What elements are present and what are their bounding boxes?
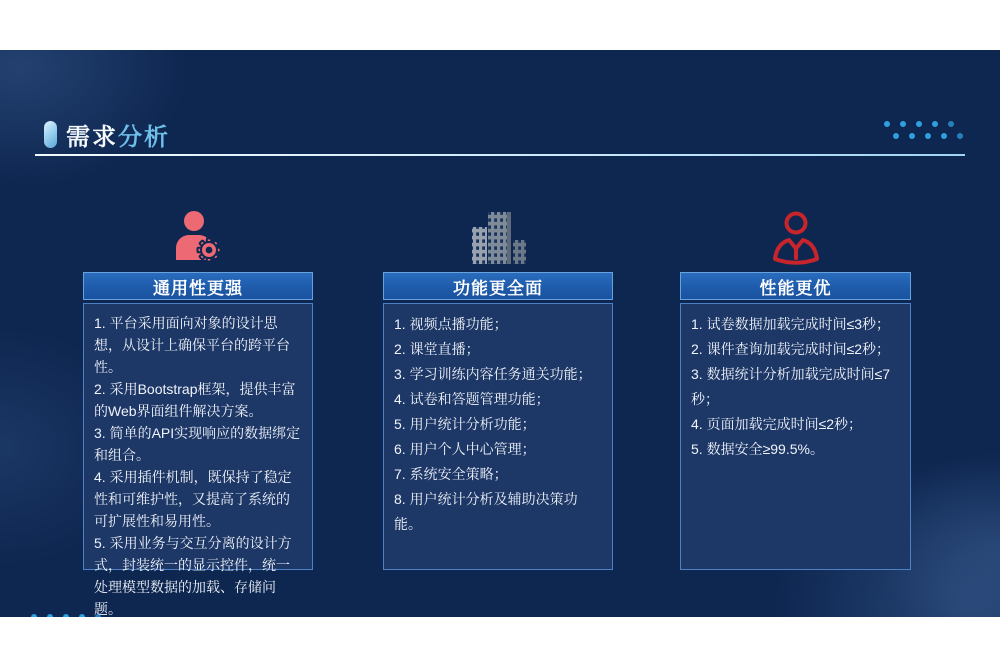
card-body xyxy=(383,303,613,570)
card-universality xyxy=(83,272,313,617)
card-item: 1. 平台采用面向对象的设计思想，从设计上确保平台的跨平台性。 xyxy=(94,315,290,375)
card-item-list xyxy=(394,312,602,537)
card-item: 4. 试卷和答题管理功能； xyxy=(394,391,550,407)
dot xyxy=(893,133,899,139)
title-underline xyxy=(35,154,965,156)
card-item: 5. 采用业务与交互分离的设计方式，封装统一的显示控件，统一处理模型数据的加载、存储问题。 xyxy=(94,535,292,617)
card-item: 3. 学习训练内容任务通关功能； xyxy=(394,366,592,382)
card-item: 6. 用户个人中心管理； xyxy=(394,441,536,457)
card-item-list xyxy=(691,312,900,462)
card-item: 7. 系统安全策略； xyxy=(394,466,508,482)
dot xyxy=(932,121,938,127)
person-gear-icon xyxy=(171,210,225,269)
title-capsule-icon xyxy=(44,121,57,148)
dot xyxy=(925,133,931,139)
person-outline-icon xyxy=(768,210,824,273)
dot xyxy=(79,614,85,617)
card-header: 功能更全面 xyxy=(383,272,613,300)
dot xyxy=(948,121,954,127)
dot-row xyxy=(893,133,963,139)
card-item-list xyxy=(94,312,302,617)
card-item: 4. 页面加载完成时间≤2秒； xyxy=(691,416,863,432)
page-title xyxy=(66,117,170,152)
card-body xyxy=(83,303,313,617)
card-body xyxy=(680,303,911,570)
dot xyxy=(31,614,37,617)
card-item: 3. 简单的API实现响应的数据绑定和组合。 xyxy=(94,425,301,463)
dot-row xyxy=(884,121,963,127)
card-item: 1. 视频点播功能； xyxy=(394,316,508,332)
page-title-primary: 需求 xyxy=(66,124,118,151)
card-item: 3. 数据统计分析加载完成时间≤7秒； xyxy=(691,366,891,407)
dot xyxy=(916,121,922,127)
card-item: 2. 采用Bootstrap框架，提供丰富的Web界面组件解决方案。 xyxy=(94,381,296,419)
dot-cluster-top-right xyxy=(884,121,963,139)
card-item: 5. 数据安全≥99.5%。 xyxy=(691,441,824,457)
dot xyxy=(63,614,69,617)
card-item: 2. 课件查询加载完成时间≤2秒； xyxy=(691,341,891,357)
dot xyxy=(957,133,963,139)
dot xyxy=(47,614,53,617)
card-item: 5. 用户统计分析功能； xyxy=(394,416,536,432)
card-item: 2. 课堂直播； xyxy=(394,341,480,357)
card-performance xyxy=(680,272,911,570)
card-header: 通用性更强 xyxy=(83,272,313,300)
dot xyxy=(909,133,915,139)
card-item: 8. 用户统计分析及辅助决策功能。 xyxy=(394,491,578,532)
dot xyxy=(941,133,947,139)
card-functionality xyxy=(383,272,613,570)
slide-canvas xyxy=(0,50,1000,617)
page-title-secondary: 分析 xyxy=(118,124,170,151)
card-item: 1. 试卷数据加载完成时间≤3秒； xyxy=(691,316,891,332)
dot xyxy=(900,121,906,127)
buildings-icon xyxy=(463,210,533,269)
card-header: 性能更优 xyxy=(680,272,911,300)
dot xyxy=(884,121,890,127)
card-item: 4. 采用插件机制，既保持了稳定性和可维护性，又提高了系统的可扩展性和易用性。 xyxy=(94,469,292,529)
